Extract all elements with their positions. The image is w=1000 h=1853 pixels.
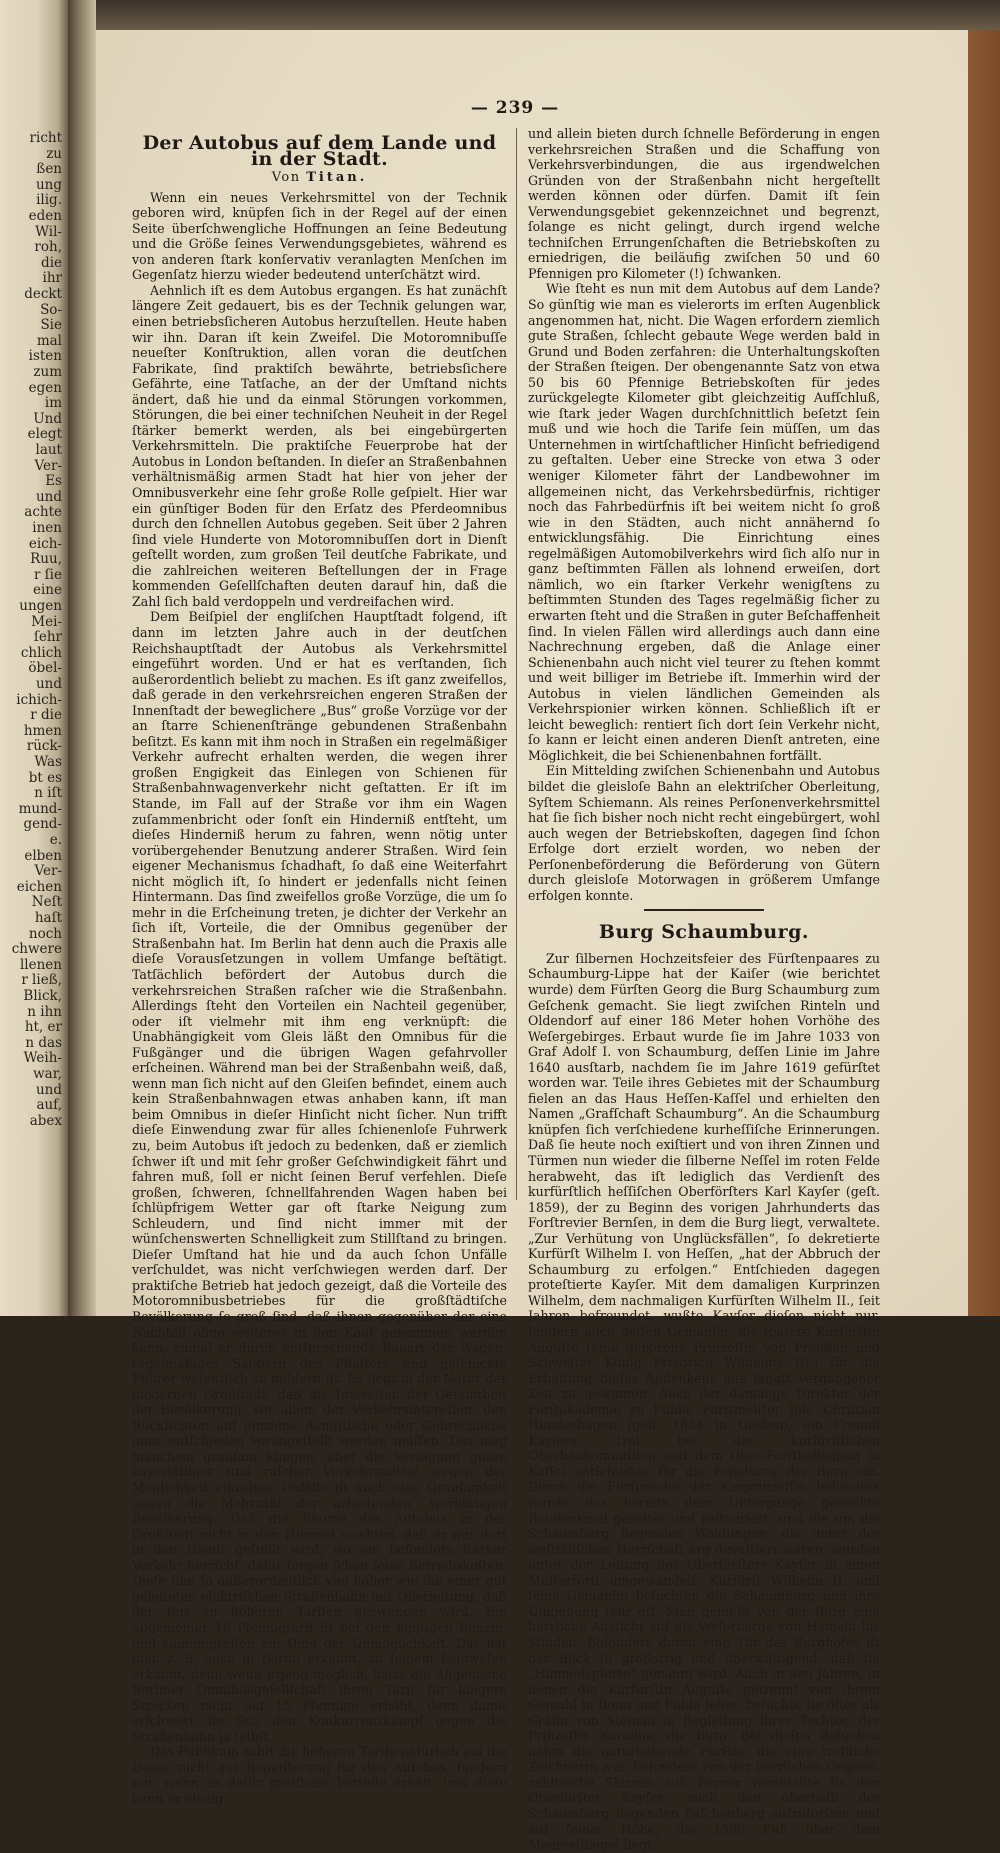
left-page-fragment: Weih- — [23, 1050, 62, 1067]
left-page-fragment: zum — [33, 364, 62, 380]
left-page-fragment: r ſie — [33, 566, 62, 583]
paragraph: Dem Beiſpiel der engliſchen Hauptſtadt folgend, iſt dann im letzten Jahre auch in der deutſchen Reichshauptſtadt der Autobus als Verkehrsmittel eingeführt worden. Und er hat es verſtanden, ſich außerordentlich beliebt zu machen. Es iſt ganz zweifellos, daß gerade in den verkehrsreichen engeren Straßen der Innenſtadt der beweglichere „Bus“ große Vorzüge vor der an ſtarre Schienenſtränge gebundenen Straßenbahn beſitzt. Es kann mit ihm noch in Straßen ein regelmäßiger Verkehr aufrecht erhalten werden, die wegen ihrer großen Engigkeit das Einlegen von Schienen für Straßenbahnwagenverkehr nicht geſtatten. Er iſt im Stande, im Fall auf der Straße vor ihm ein Wagen zuſammenbricht oder ſonſt ein Hinderniß entſteht, um dieſes Hinderniß herum zu fahren, wenn nötig unter vorübergehender Benutzung anderer Straßen. Wird ſein eigener Mechanismus ſchadhaft, ſo daß eine Weiterfahrt nicht möglich iſt, ſo hindert er jedenfalls nicht ſeinen Hintermann. Das ſind zweifellos große Vorzüge, die um ſo mehr in die Erſcheinung treten, je dichter der Verkehr an ſich iſt, Vorteile, die der Omnibus gegenüber der Straßenbahn hat. Im Berlin hat denn auch die Praxis alle dieſe Vorausſetzungen in vollem Umfange beſtätigt. Tatſächlich befördert der Autobus durch die verkehrsreichen Straßen raſcher wie die Straßenbahn. Allerdings ſteht den Vorteilen ein Nachteil gegenüber, oder iſt vielmehr mit ihm eng verknüpft: die Unabhängigkeit vom Gleis läßt den Omnibus für die Fußgänger und die übrigen Wagen gefahrvoller erſcheinen. Während man bei der Straßenbahn weiß, daß, wenn man ſich nicht auf den Gleiſen befindet, einem auch kein Straßenbahnwagen etwas anhaben kann, iſt man beim Omnibus in dieſer Hinſicht nicht ſicher. Nun trifft dieſe Einwendung zwar für alles ſchienenloſe Fuhrwerk zu, beim Autobus iſt jedoch zu bedenken, daß er ziemlich ſchwer iſt und mit ſehr großer Geſchwindigkeit fährt und fahren muß, ſoll er nicht ſeinen Beruf verfehlen. Dieſe großen, ſchweren, ſchnellfahrenden Wagen haben bei ſchlüpfrigem Wetter gar oft ſtarke Neigung zum Schleudern, und ſind nicht immer mit der wünſchenswerten Schnelligkeit zum Stillſtand zu bringen. Dieſer Umſtand hat hie und da auch ſchon Unfälle verſchuldet, was nicht verſchwiegen werden darf. Der praktiſche Betrieb hat jedoch gezeigt, daß die Vorteile des Motoromnibusbetriebes für die großſtädtiſche Bevölkerung ſo groß ſind, daß ihnen gegenüber der eine Nachteil ohne weiteres in den Kauf genommen werden kann, zumal er durch entſprechende Bauart der Wagen, regelmäßiges Säubern des Pflaſters und geſchickte Führer weſentlich zu mildern iſt. Es liegt in der Natur der modernen Großſtadt, daß die Intereſſen der Geſamtheit der Bevölkerung, vor allem der Verkehrsintereſſen, den Rückſichten auf einzelne Aengſtliche oder Gebrechliche ganz entſchieden vorangeſtellt werden müſſen. Das mag manchem grauſam klingen, aber die Verſagung guter, zuverläſſiger und raſcher Verkehrsmittel wegen der Möglichkeit einzelner Unfälle iſt auch eine Grauſamkeit gegen die Mehrzahl der arbeitenden, werktätigen Bevölkerung. Daß die Bäume des Autobus in der Großſtadt nicht in den Himmel wachſen, daß er nur dort in den Dienſt geſtellt wird, wo ein beſonders ſtarker Verkehr herrſcht, dafür ſorgen ſchon ſeine Betriebskoſten. Dieſe ſind ſo außerordentlich viel höher wie die einer gut geleiteten elektriſchen Straßenbahn mit Oberleitung, daß der Bus zu höheren Tarifen gezwungen wird. Ein allgemeiner 10 Pfennigtarif iſt bei den heutigen Benzin- und Gummipreiſen ein Ding der Unmöglichkeit. Das hat man z. B. auch in Berlin erkannt, zu ſeinem Leidweſen erkannt, denn wenn irgend möglich, hätte die Allgemeine Berliner Omnibusgeſellſchaft ihren Tarif für längere Strecken nicht auf 15 Pfennige erhöht, denn damit erſchwert ſie ſich den Konkurrenzkampf gegen die Straßenbahn ja ſelbſt. — [132, 609, 507, 1744]
left-page-fragment: richt — [29, 130, 62, 146]
left-page-fragment: ßen — [36, 161, 62, 178]
left-page-fragment: gend- — [23, 816, 62, 833]
left-page-fragment: war, — [33, 1066, 62, 1082]
left-page-fragment: Sie — [40, 317, 62, 334]
byline-author: Titan. — [306, 170, 368, 186]
left-page-fragment: auf, — [36, 1097, 62, 1114]
left-page-fragment: ht, er — [24, 1019, 62, 1036]
left-page-fragment: ung — [35, 176, 62, 193]
left-page-fragment: im — [44, 395, 62, 412]
byline-prefix: Von — [271, 170, 301, 186]
left-page-fragment: bt es — [28, 769, 62, 786]
left-page-fragment: eine — [33, 582, 62, 599]
left-page-fragment: mund- — [18, 800, 62, 817]
paragraph: Wenn ein neues Verkehrsmittel von der Technik geboren wird, knüpfen ſich in der Regel auf der einen Seite überſchwengliche Hoffnungen an ſeine Bedeutung und die Größe ſeines Verwendungsgebietes, während es von anderen ſtark konſervativ veranlagten Menſchen im Gegenſatz hierzu wieder bedeutend unterſchätzt wird. — [132, 189, 507, 283]
page-top-background — [96, 0, 1000, 30]
left-page-fragment: So- — [40, 301, 62, 318]
left-page-fragment: ihr — [42, 270, 62, 287]
section-divider — [644, 909, 764, 911]
left-page-fragment: die — [41, 254, 62, 271]
right-column — [528, 126, 880, 1853]
left-page-fragment: egen — [28, 379, 62, 396]
left-page-fragment: chlich — [20, 644, 62, 661]
left-page-fragment: isten — [28, 348, 62, 365]
left-page-fragment: abex — [29, 1112, 62, 1129]
left-page-fragment: n ihn — [27, 1003, 62, 1020]
paragraph: und allein bieten durch ſchnelle Beförderung in engen verkehrsreichen Straßen und die Schaffung von Verkehrsverbindungen, die aus irgendwelchen Gründen von der Straßenbahn nicht hergeſtellt werden können oder dürfen. Damit iſt ſein Verwendungsgebiet gekennzeichnet und begrenzt, ſolange es nicht gelingt, durch irgend welche techniſchen Errungenſchaften die Betriebskoſten zu erniedrigen, die beiläufig zwiſchen 50 und 60 Pfennigen pro Kilometer (!) ſchwanken. — [528, 126, 880, 281]
book-cover-edge — [968, 30, 1000, 1316]
left-page-fragment: eden — [28, 208, 62, 224]
article-title-autobus: Der Autobus auf dem Lande und in der Stadt. — [142, 132, 497, 170]
left-page-fragment: Ver- — [34, 863, 62, 880]
paragraph: Ein Mittelding zwiſchen Schienenbahn und Autobus bildet die gleisloſe Bahn an elektriſcher Oberleitung, Syſtem Schiemann. Als reines Perſonenverkehrsmittel hat ſie ſich bisher noch nicht recht eingebürgert, wohl auch wegen der Betriebskoſten, dagegen ſind ſchon Erfolge dort erzielt worden, wo neben der Perſonenbeförderung die Beförderung von Gütern durch gleisloſe Motorwagen in größerem Umfange erfolgen konnte. — [528, 763, 880, 903]
left-page-fragment: r ließ, — [21, 972, 62, 989]
left-page-fragment: Ver- — [34, 457, 62, 474]
left-page-fragment: Wil- — [35, 223, 62, 240]
left-page-fragment: n iſt — [34, 785, 62, 802]
left-page-fragment: r die — [30, 707, 62, 724]
left-page-fragment: laut — [35, 442, 62, 458]
left-page-fragment: inen — [32, 520, 62, 536]
left-page-fragment: ichich- — [16, 691, 62, 708]
left-page-fragment: und — [35, 1081, 62, 1098]
left-page-fragment: roh, — [34, 239, 62, 256]
left-page-fragment: hmen — [23, 722, 62, 739]
left-page-fragment: und — [35, 676, 62, 692]
left-page-fragment: ungen — [19, 598, 62, 614]
left-page-fragment: Neſt — [31, 894, 62, 911]
page-number: — 239 — — [470, 98, 560, 118]
left-page-fragment: zu — [46, 145, 62, 162]
left-page-fragment: noch — [28, 925, 62, 942]
left-page-fragment: Und — [33, 410, 62, 427]
paragraph: Wie ſteht es nun mit dem Autobus auf dem Lande? So günſtig wie man es vielerorts im erſten Augenblick angenommen hat, nicht. Die Wagen erfordern ziemlich gute Straßen, ſchlecht gebaute Wege werden bald in Grund und Boden zerfahren: die Unterhaltungskoſten der Straßen ſteigen. Der obengenannte Satz von etwa 50 bis 60 Pfennige Betriebskoſten für jedes zurückgelegte Kilometer gibt gleichzeitig Aufſchluß, wie ſtark jeder Wagen durchſchnittlich beſetzt ſein muß und wie hoch die Tarife ſein müſſen, um das Unternehmen in wirtſchaftlicher Hinſicht befriedigend zu geſtalten. Ueber eine Strecke von etwa 3 oder weniger Kilometer fährt der Landbewohner im allgemeinen nicht, das Verkehrsbedürfnis, richtiger noch das Fahrbedürfnis iſt bei weitem nicht ſo groß wie in den Städten, auch nicht annähernd ſo entwicklungsfähig. Die Einrichtung eines regelmäßigen Automobilverkehrs wird ſich alſo nur in ganz beſtimmten Fällen als lohnend erweiſen, dort nämlich, wo ein ſtarker Verkehr wenigſtens zu beſtimmten Stunden des Tages regelmäßig ſicher zu erwarten ſteht und die Straßen in guter Beſchaffenheit ſind. In vielen Fällen wird allerdings auch dann eine Nachrechnung ergeben, daß die Anlage einer Schienenbahn auch nicht viel teurer zu ſtehen kommt und weit billiger im Betriebe iſt. Immerhin wird der Autobus in vielen ländlichen Gemeinden als Verkehrspionier wirken können. Schließlich iſt er leicht beweglich: rentiert ſich dort ſein Verkehr nicht, ſo kann er leicht einen anderen Dienſt antreten, eine Möglichkeit, die bei Schienenbahnen fortfällt. — [528, 281, 880, 763]
left-page-fragment: Blick, — [23, 988, 62, 1004]
column-divider — [516, 128, 517, 1200]
left-page-fragment: deckt — [24, 286, 62, 302]
left-column — [132, 128, 507, 1807]
left-page-fragment: n das — [25, 1034, 62, 1051]
left-page-fragment: achte — [24, 504, 62, 521]
paragraph: Aehnlich iſt es dem Autobus ergangen. Es hat zunächſt längere Zeit gedauert, bis es der Technik gelungen war, einen betriebsſicheren Autobus herzuſtellen. Heute haben wir ihn. Daran iſt kein Zweifel. Die Motoromnibuſſe neueſter Konſtruktion, allen voran die deutſchen Fabrikate, ſind praktiſch bewährte, betriebsſichere Gefährte, eine Tatſache, an der der Umſtand nichts ändert, daß hie und da einmal Störungen vorkommen, Störungen, die bei einer techniſchen Neuheit in der Regel ſtärker bemerkt werden, als bei eingebürgerten Verkehrsmitteln. Die praktiſche Feuerprobe hat der Autobus in London beſtanden. In dieſer an Straßenbahnen verhältnismäßig armen Stadt hat hier von jeher der Omnibusverkehr eine ſehr große Rolle geſpielt. Hier war ein günſtiger Boden für den Erſatz des Pferdeomnibus durch den ſchnellen Autobus gegeben. Seit über 2 Jahren ſind viele Hunderte von Motoromnibuſſen dort in Dienſt geſtellt worden, zum großen Teil deutſche Fabrikate, und die zahlreichen weiteren Beſtellungen der in Frage kommenden Geſellſchaften deuten darauf hin, daß die Zahl ſich bald verdoppeln und verdreifachen wird. — [132, 282, 507, 609]
left-page-fragment: Was — [34, 754, 62, 770]
left-page-fragment: llenen — [19, 956, 62, 973]
left-page-fragment: Mei- — [31, 613, 62, 630]
left-page-fragment: ſehr — [33, 629, 62, 646]
left-page-fragment: ilig. — [36, 192, 62, 209]
paragraph: Zur ſilbernen Hochzeitsfeier des Fürſtenpaares zu Schaumburg-Lippe hat der Kaiſer (wie berichtet wurde) dem Fürſten Georg die Burg Schaumburg zum Geſchenk gemacht. Sie liegt zwiſchen Rinteln und Oldendorf auf einer 186 Meter hohen Vorhöhe des Weſergebirges. Erbaut wurde ſie im Jahre 1033 von Graf Adolf I. von Schaumburg, deſſen Linie im Jahre 1640 ausſtarb, nachdem ſie im Jahre 1619 gefürſtet worden war. Teile ihres Gebietes mit der Schaumburg fielen an das Haus Heſſen-Kaſſel und erhielten den Namen „Grafſchaft Schaumburg“. An die Schaumburg knüpfen ſich verſchiedene kurheſſiſche Erinnerungen. Daß ſie heute noch exiſtiert und von ihren Zinnen und Türmen nun wieder die ſilberne Neſſel im roten Felde herabweht, das iſt lediglich das Verdienſt des kurfürſtlich heſſiſchen Oberförſters Karl Kayſer (geſt. 1859), der zu Beginn des vorigen Jahrhunderts das Forſtrevier Bernſen, in dem die Burg liegt, verwaltete. „Zur Verhütung von Unglücksfällen“, ſo dekretierte Kurfürſt Wilhelm I. von Heſſen, „hat der Abbruch der Schaumburg zu erfolgen.“ Entſchieden dagegen proteſtierte Kayſer. Mit dem damaligen Kurprinzen Wilhelm, dem nachmaligen Kurfürſten Wilhelm II., ſeit Jahren befreundet, wußte Kayſer dieſen nicht nur, ſondern auch deſſen Gemahlin, die ſpätere Kurfürſtin Auguſte (eine geborene Prinzeſſin von Preußen und Schweſter König Friedrich Wilhelms III.) für die Erhaltung dieſes Andenkens aus längſt vergangener Zeit zu gewinnen. Auch der damalige Direktor der Forſtakademie zu Fulda, Forſtmeiſter Joh. Chriſtian Hundeshagen (geſt. 1834 in Gießen), ein Freund Kayſers, trat bei der kurfürſtlichen Oberbaukommiſſion und dem Ober-Forſtkollegium in Kaſſel entſchieden für die Erhaltung der Burg ein. Durch die Fürſprache der Kurprinzeſſin beſonders wurde das bereits dem Untergange geweihte Baudenkmal gerettet und reſtauriert, und die um die Schaumburg liegenden Waldungen, die unter der weſtfäliſchen Herrſchaft arg devaſtiert waren, wurden unter der Leitung des Oberförſters Kayſer in einen Muſterforſt umgewandelt. Kurfürſt Wilhelm II. und ſeine Gemahlin beſuchten die Schaumburg und ihre Umgebung ſehr oft. Man genießt von der Burg eine herrliche Ausſicht auf die Weſerberge von Hameln bis Minden. Beſonders durch eine Tür des Burghofes iſt der Blick ſo großartig und überwältigend, daß ſie „Himmelspforte“ genannt wird. Auch in den Jahren, in denen die Kurfürſtin Auguſte getrennt von ihrem Gemahl in Bonn und Fulda lebte, beſuchte ſie öfter als Gräfin von Steinau in Begleitung ihrer Tochter, der Prinzeſſin Karoline, die Burg. Bei dieſen Beſuchen nahm die naturliebende Fürſtin, die eine treffliche Zeichnerin war, beſonders von der herrlichen Gegend, zahlreiche Skizzen auf. Ferner veranlaßte ſie den Oberförſter Kayſer, auch den oberhalb der Schaumburg liegenden Paſchenberg aufzuforſten und auf ſeiner Höhe, die 1500 Fuß über dem Meeresſpiegel liegt, — [528, 950, 880, 1853]
left-page-fragment: und — [35, 488, 62, 505]
left-page-fragment: haſt — [34, 910, 62, 926]
left-page-fragment: eichen — [16, 878, 62, 895]
paragraph: Das Publikum zahlt die höheren Tarife natürlich auf die Dauer nicht aus Begeiſterung für den Autobus, ſondern nur, wenn es dafür greifbare Vorteile erhält, und dieſe kann er einzig — [132, 1744, 507, 1806]
left-page-fragment: Ruu, — [30, 551, 62, 568]
left-page-fragment: elegt — [27, 426, 62, 443]
left-page-fragment: rück- — [26, 738, 62, 755]
byline — [132, 170, 507, 186]
left-page-fragment: elben — [24, 847, 62, 864]
book-gutter — [68, 0, 96, 1316]
left-page-fragment: öbel- — [28, 660, 62, 677]
left-page-fragment: Es — [45, 473, 62, 490]
article-title-schaumburg: Burg Schaumburg. — [598, 921, 810, 944]
left-page-fragment: chwere — [11, 941, 62, 958]
left-page-fragment: e. — [49, 832, 62, 848]
left-page-fragment: eich- — [28, 535, 62, 552]
previous-page-edge — [0, 0, 68, 1316]
left-page-fragment: mal — [36, 332, 62, 349]
